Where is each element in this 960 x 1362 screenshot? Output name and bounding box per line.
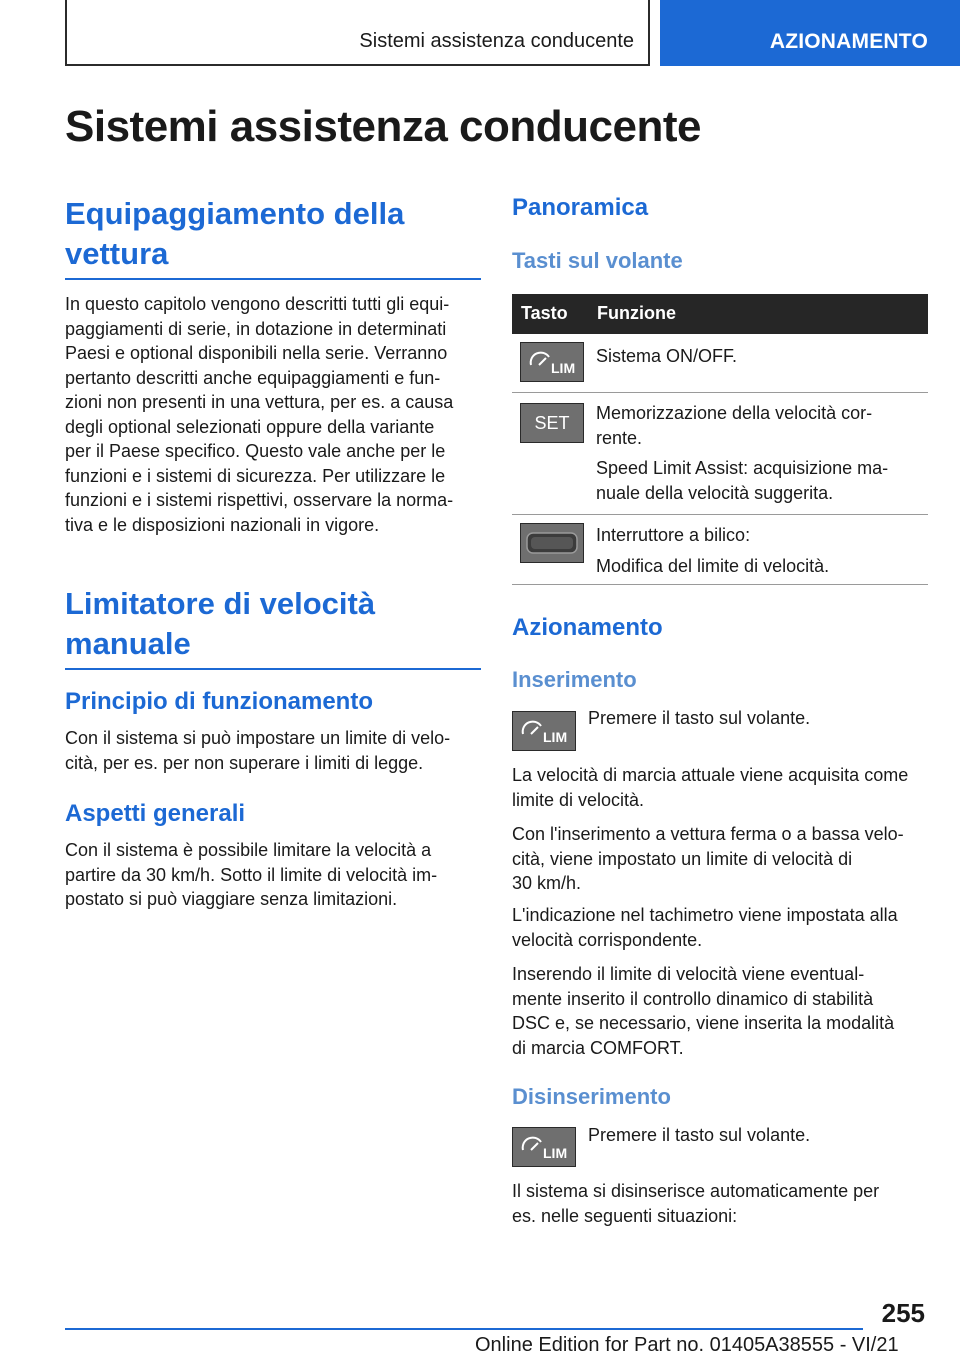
svg-text:LIM: LIM xyxy=(543,729,568,745)
function-cell xyxy=(596,401,926,511)
paragraph-inserimento-2 xyxy=(512,822,928,896)
header-chapter-label: AZIONAMENTO xyxy=(769,30,928,53)
column-header-funzione: Funzione xyxy=(597,303,676,323)
text-line: Speed Limit Assist: acquisizione ma- xyxy=(596,458,889,478)
text-line: per il Paese specifico. Questo vale anche per le xyxy=(65,441,446,461)
table-row xyxy=(512,334,928,393)
text-line: paggiamenti di serie, in dotazione in determinati xyxy=(65,318,447,339)
function-text: Sistema ON/OFF. xyxy=(596,346,738,366)
table-row xyxy=(512,515,928,585)
paragraph-aspetti xyxy=(65,838,481,912)
text-line: es. nelle seguenti situazioni: xyxy=(512,1205,738,1226)
paragraph-equipaggiamento xyxy=(65,292,481,537)
function-text: Modifica del limite di velocità. xyxy=(596,555,830,576)
heading-inserimento: Inserimento xyxy=(512,667,637,692)
heading-aspetti-generali: Aspetti generali xyxy=(65,800,246,827)
text-line: mente inserito il controllo dinamico di stabilità xyxy=(512,988,874,1009)
paragraph-inserimento-3 xyxy=(512,903,928,952)
text-line: DSC e, se necessario, viene inserita la modalità xyxy=(512,1013,895,1033)
heading-limitatore-text: Limitatore di velocità manuale xyxy=(65,586,376,661)
text-line: degli optional selezionati oppure della variante xyxy=(65,416,435,437)
function-cell xyxy=(596,523,926,584)
text-line: Con l'inserimento a vettura ferma o a bassa velo- xyxy=(512,824,904,844)
text-line: Memorizzazione della velocità cor- xyxy=(596,403,873,423)
text-line: zioni non presenti in una vettura, per es. a causa xyxy=(65,392,454,412)
function-cell xyxy=(596,344,926,375)
text-line: funzioni e i sistemi di sicurezza. Per utilizzare le xyxy=(65,465,446,486)
svg-text:LIM: LIM xyxy=(551,360,576,376)
function-text: Interruttore a bilico: xyxy=(596,525,751,545)
heading-principio: Principio di funzionamento xyxy=(65,688,373,715)
paragraph-principio xyxy=(65,726,481,775)
svg-text:SET: SET xyxy=(534,413,570,433)
heading-equipaggiamento-text: Equipaggiamento della vettura xyxy=(65,196,405,271)
text-line: Il sistema si disinserisce automaticamente per xyxy=(512,1181,880,1201)
text-line: Paesi e optional disponibili nella serie. Verranno xyxy=(65,343,448,363)
disinserimento-instruction: Premere il tasto sul volante. xyxy=(588,1125,811,1145)
function-text xyxy=(596,456,926,505)
text-line: velocità corrispondente. xyxy=(512,929,703,950)
text-line: cità, viene impostato un limite di velocità di xyxy=(512,848,853,869)
text-line: cità, per es. per non superare i limiti di legge. xyxy=(65,752,424,773)
text-line: Con il sistema si può impostare un limite di velo- xyxy=(65,728,451,748)
paragraph-disinserimento xyxy=(512,1179,928,1228)
footer-divider xyxy=(65,1328,863,1330)
text-line: 30 km/h. xyxy=(512,873,582,893)
rocker-switch-icon xyxy=(520,523,584,563)
text-line: rente. xyxy=(596,427,643,448)
svg-text:LIM: LIM xyxy=(543,1145,568,1161)
paragraph-inserimento-4 xyxy=(512,962,928,1060)
heading-panoramica: Panoramica xyxy=(512,194,649,221)
text-line: tiva e le disposizioni nazionali in vigore. xyxy=(65,514,380,535)
text-line: di marcia COMFORT. xyxy=(512,1037,684,1058)
header-section-title: Sistemi assistenza conducente xyxy=(359,30,634,52)
column-header-tasto: Tasto xyxy=(521,303,568,323)
inserimento-instruction: Premere il tasto sul volante. xyxy=(588,708,811,728)
text-line: La velocità di marcia attuale viene acquisita come xyxy=(512,765,909,785)
set-button-icon xyxy=(520,403,584,443)
text-line: funzioni e i sistemi rispettivi, osservare la norma- xyxy=(65,490,454,510)
heading-azionamento: Azionamento xyxy=(512,614,663,641)
paragraph-inserimento-1 xyxy=(512,763,928,812)
lim-button-icon xyxy=(512,711,576,751)
page-number: 255 xyxy=(881,1298,925,1328)
function-text xyxy=(596,401,926,450)
text-line: pertanto descritti anche equipaggiamenti e fun- xyxy=(65,367,441,388)
heading-equipaggiamento xyxy=(65,194,481,280)
text-line: nuale della velocità suggerita. xyxy=(596,482,834,503)
heading-limitatore xyxy=(65,584,481,670)
header-section-box xyxy=(65,0,650,66)
text-line: Inserendo il limite di velocità viene eventual- xyxy=(512,964,865,984)
heading-disinserimento: Disinserimento xyxy=(512,1084,671,1109)
text-line: partire da 30 km/h. Sotto il limite di velocità im- xyxy=(65,864,438,885)
header-chapter-tab xyxy=(660,0,960,66)
text-line: L'indicazione nel tachimetro viene impostata alla xyxy=(512,905,898,925)
footer-edition: Online Edition for Part no. 01405A38555 - VI/21 xyxy=(475,1334,899,1356)
table-header xyxy=(512,294,928,334)
text-line: In questo capitolo vengono descritti tutti gli equi- xyxy=(65,294,450,314)
lim-button-icon xyxy=(512,1127,576,1167)
page-title: Sistemi assistenza conducente xyxy=(65,102,701,151)
text-line: Con il sistema è possibile limitare la velocità a xyxy=(65,840,432,860)
table-row xyxy=(512,393,928,515)
buttons-table xyxy=(512,294,928,585)
heading-tasti-volante: Tasti sul volante xyxy=(512,248,683,273)
lim-button-icon xyxy=(520,342,584,382)
text-line: limite di velocità. xyxy=(512,789,645,810)
text-line: postato si può viaggiare senza limitazioni. xyxy=(65,889,398,909)
